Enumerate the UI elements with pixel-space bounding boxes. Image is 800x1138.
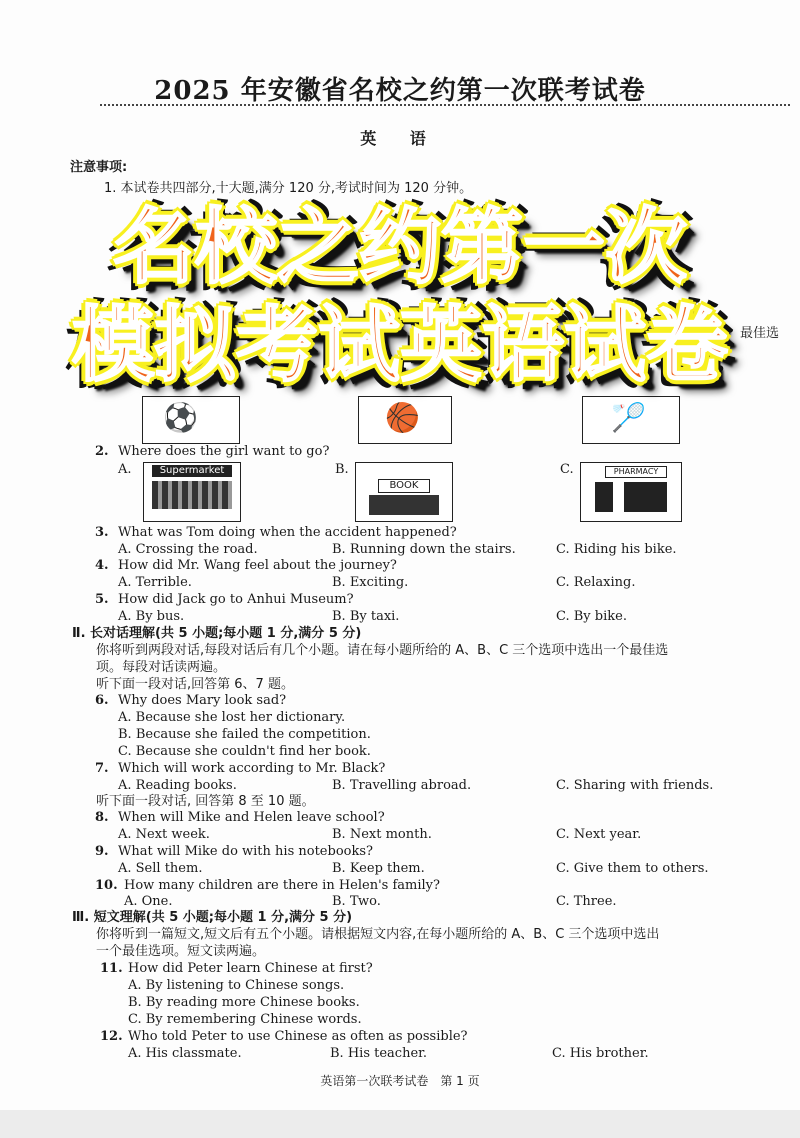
notice-item-1: 1. 本试卷共四部分,十大题,满分 120 分,考试时间为 120 分钟。 <box>104 181 473 196</box>
q5-option-c: C. By bike. <box>556 609 627 624</box>
section3-heading: Ⅲ. 短文理解(共 5 小题;每小题 1 分,满分 5 分) <box>72 910 353 925</box>
q7-text: Which will work according to Mr. Black? <box>118 761 386 776</box>
q12-text: Who told Peter to use Chinese as often as possible? <box>128 1029 468 1044</box>
subject-heading: 英 语 <box>360 129 440 148</box>
exam-title: 2025 年安徽省名校之约第一次联考试卷 <box>154 76 646 106</box>
q8-option-b: B. Next month. <box>332 827 432 842</box>
q7-number: 7. <box>95 761 109 776</box>
q7-option-c: C. Sharing with friends. <box>556 778 714 793</box>
q3-option-c: C. Riding his bike. <box>556 542 677 557</box>
q9-text: What will Mike do with his notebooks? <box>118 844 373 859</box>
q8-option-c: C. Next year. <box>556 827 642 842</box>
q6-number: 6. <box>95 693 109 708</box>
bottom-margin <box>0 1110 800 1138</box>
q8-number: 8. <box>95 810 109 825</box>
q3-number: 3. <box>95 525 109 540</box>
page-footer: 英语第一次联考试卷 第 1 页 <box>320 1074 480 1088</box>
pharmacy-sign: PHARMACY <box>605 466 667 478</box>
q12-option-b: B. His teacher. <box>330 1046 428 1061</box>
notice-fragment: 最佳选 <box>740 326 780 341</box>
q11-number: 11. <box>100 961 123 976</box>
banner-line-1: 名校之约第一次 <box>112 200 688 295</box>
q10-option-b: B. Two. <box>332 894 381 909</box>
q11-option-b: B. By reading more Chinese books. <box>128 995 360 1010</box>
q5-number: 5. <box>95 592 109 607</box>
q11-text: How did Peter learn Chinese at first? <box>128 961 373 976</box>
q4-option-c: C. Relaxing. <box>556 575 636 590</box>
q6-option-a: A. Because she lost her dictionary. <box>118 710 346 725</box>
q10-option-c: C. Three. <box>556 894 617 909</box>
q10-number: 10. <box>95 878 118 893</box>
q7-option-b: B. Travelling abroad. <box>332 778 472 793</box>
dialog1-instruction: 听下面一段对话,回答第 6、7 题。 <box>96 677 294 692</box>
q2-number: 2. <box>95 444 109 459</box>
q4-option-a: A. Terrible. <box>118 575 192 590</box>
q2-option-b: B. <box>335 462 349 477</box>
badminton-image: 🏸 <box>582 396 680 444</box>
bookstore-image <box>355 462 453 522</box>
pharmacy-image <box>580 462 682 522</box>
title-divider <box>100 104 790 106</box>
q8-option-a: A. Next week. <box>118 827 210 842</box>
q2-text: Where does the girl want to go? <box>118 444 330 459</box>
bookstore-sign: BOOK <box>378 479 430 493</box>
basketball-image: 🏀 <box>358 396 452 444</box>
q7-option-a: A. Reading books. <box>118 778 237 793</box>
q4-option-b: B. Exciting. <box>332 575 409 590</box>
section3-instructions-2: 一个最佳选项。短文读两遍。 <box>96 944 266 959</box>
section2-instructions-1: 你将听到两段对话,每段对话后有几个小题。请在每小题所给的 A、B、C 三个选项中选出一个最佳选 <box>96 643 669 658</box>
dialog2-instruction: 听下面一段对话, 回答第 8 至 10 题。 <box>96 794 315 809</box>
q2-option-a: A. <box>118 462 132 477</box>
q11-option-a: A. By listening to Chinese songs. <box>128 978 345 993</box>
q12-option-c: C. His brother. <box>552 1046 649 1061</box>
q4-text: How did Mr. Wang feel about the journey? <box>118 558 397 573</box>
q12-number: 12. <box>100 1029 123 1044</box>
q9-option-c: C. Give them to others. <box>556 861 709 876</box>
q10-option-a: A. One. <box>124 894 173 909</box>
q3-text: What was Tom doing when the accident happened? <box>118 525 457 540</box>
supermarket-sign: Supermarket <box>152 465 232 477</box>
q8-text: When will Mike and Helen leave school? <box>118 810 385 825</box>
q3-option-b: B. Running down the stairs. <box>332 542 516 557</box>
q10-text: How many children are there in Helen's family? <box>124 878 440 893</box>
supermarket-image <box>143 462 241 522</box>
section2-heading: Ⅱ. 长对话理解(共 5 小题;每小题 1 分,满分 5 分) <box>72 626 362 641</box>
q5-option-b: B. By taxi. <box>332 609 400 624</box>
q5-option-a: A. By bus. <box>118 609 185 624</box>
q6-option-b: B. Because she failed the competition. <box>118 727 371 742</box>
notice-heading: 注意事项: <box>70 160 128 175</box>
soccer-image: ⚽ <box>142 396 240 444</box>
q2-option-c: C. <box>560 462 574 477</box>
section3-instructions-1: 你将听到一篇短文,短文后有五个小题。请根据短文内容,在每小题所给的 A、B、C 三个选项中选出 <box>96 927 660 942</box>
q6-text: Why does Mary look sad? <box>118 693 287 708</box>
q9-option-a: A. Sell them. <box>118 861 203 876</box>
q9-option-b: B. Keep them. <box>332 861 425 876</box>
q3-option-a: A. Crossing the road. <box>118 542 258 557</box>
q4-number: 4. <box>95 558 109 573</box>
q12-option-a: A. His classmate. <box>128 1046 242 1061</box>
banner-line-2: 模拟考试英语试卷 <box>71 298 729 393</box>
q9-number: 9. <box>95 844 109 859</box>
q5-text: How did Jack go to Anhui Museum? <box>118 592 354 607</box>
section2-instructions-2: 项。每段对话读两遍。 <box>96 660 227 675</box>
q6-option-c: C. Because she couldn't find her book. <box>118 744 371 759</box>
q11-option-c: C. By remembering Chinese words. <box>128 1012 362 1027</box>
